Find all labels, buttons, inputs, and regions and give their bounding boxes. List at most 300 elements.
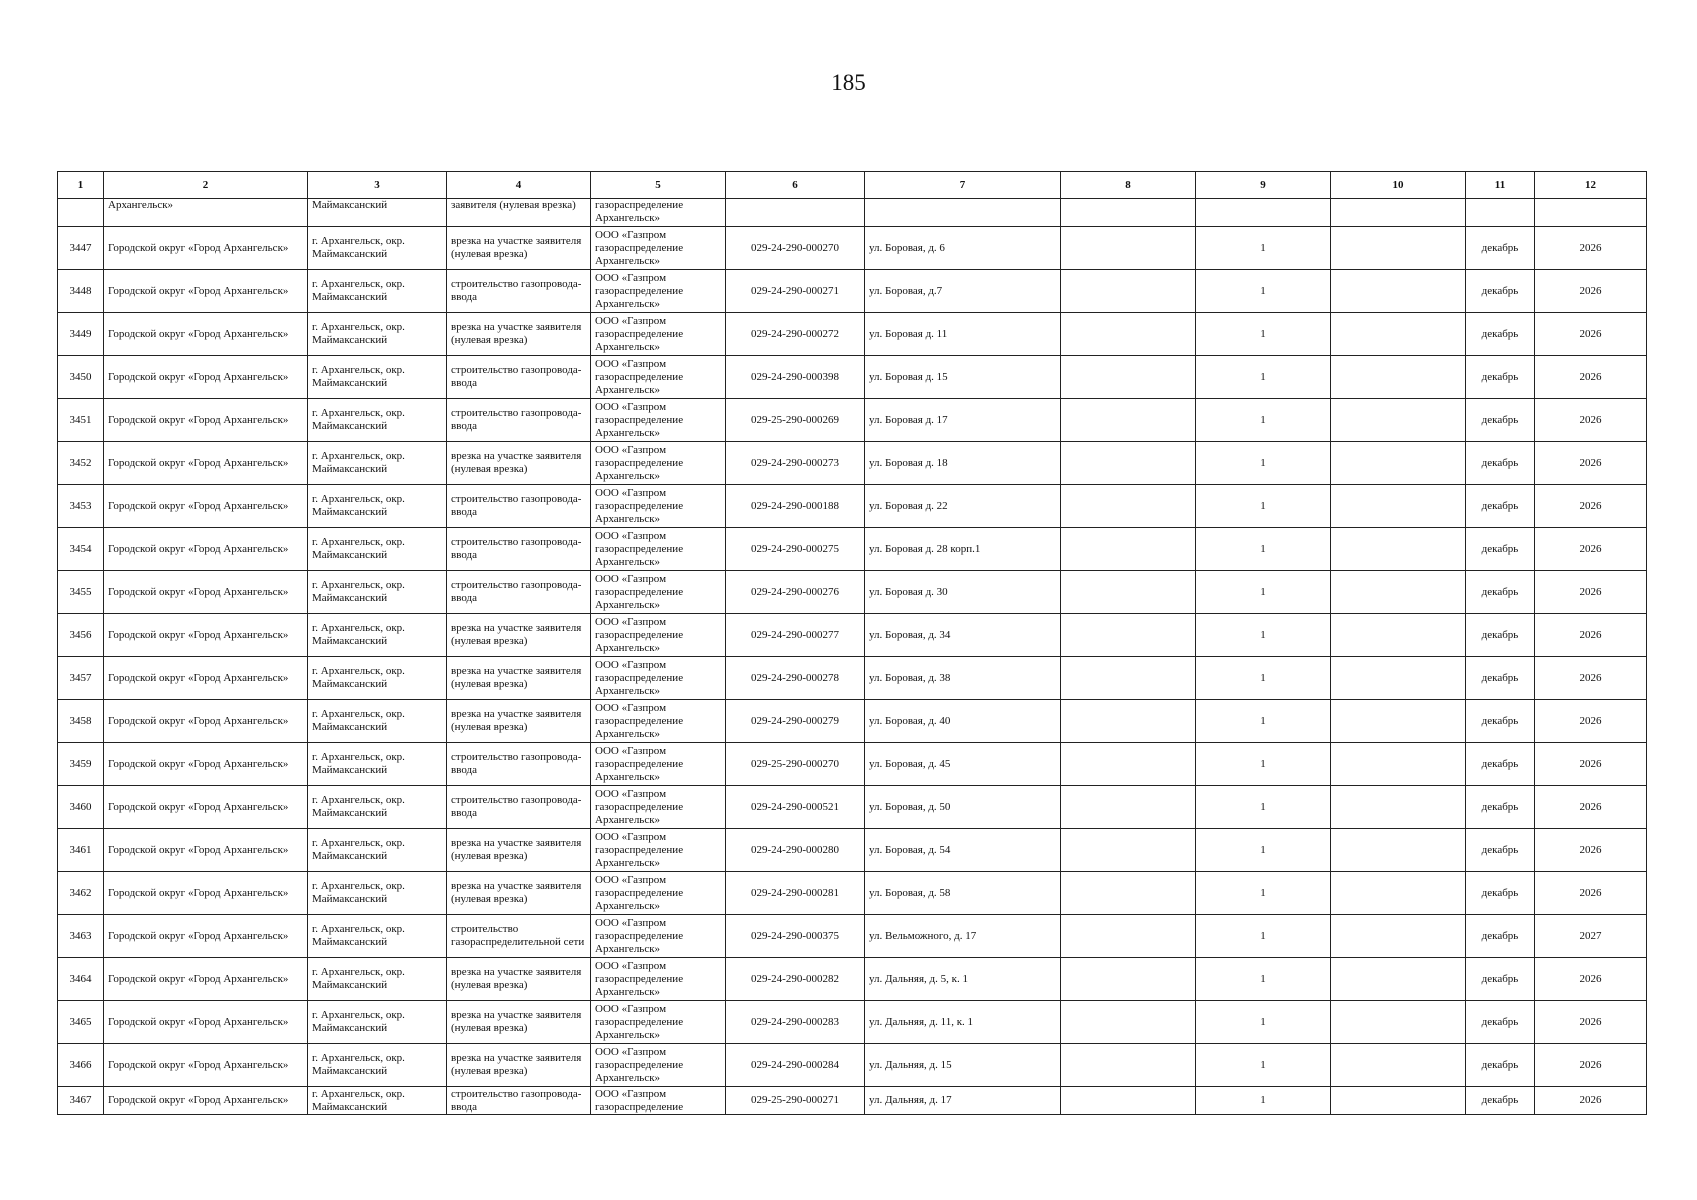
- cell-col-num: [58, 915, 104, 958]
- cell-col-c7: [865, 199, 1061, 227]
- cell-col-c6: [726, 270, 865, 313]
- cell-col-c4: [447, 700, 591, 743]
- cell-text: ООО «Газпром газораспределение Архангельск»: [595, 228, 684, 267]
- cell-col-c12: [1535, 1087, 1647, 1115]
- cell-col-c7: [865, 270, 1061, 313]
- cell-col-c8: [1061, 829, 1196, 872]
- cell-text: 1: [1260, 585, 1266, 598]
- table-row: [58, 485, 1647, 528]
- cell-text: Городской округ «Город Архангельск»: [108, 241, 289, 254]
- cell-col-c6: [726, 700, 865, 743]
- cell-text: декабрь: [1481, 327, 1519, 340]
- cell-col-c6: [726, 657, 865, 700]
- cell-text: строительство газопровода-ввода: [451, 493, 582, 518]
- cell-col-c3: [308, 399, 447, 442]
- cell-col-c4: [447, 657, 591, 700]
- cell-col-c2: [104, 442, 308, 485]
- cell-col-num: [58, 657, 104, 700]
- cell-col-c6: [726, 485, 865, 528]
- cell-text: г. Архангельск, окр. Маймаксанский: [312, 235, 405, 260]
- cell-text: декабрь: [1481, 413, 1519, 426]
- cell-text: ул. Боровая, д. 54: [869, 843, 951, 856]
- cell-text: ул. Дальняя, д. 11, к. 1: [869, 1015, 974, 1028]
- cell-text: 2026: [1579, 800, 1602, 813]
- cell-col-c9: [1196, 442, 1331, 485]
- cell-col-c3: [308, 829, 447, 872]
- cell-col-c2: [104, 399, 308, 442]
- table-row: [58, 958, 1647, 1001]
- cell-col-c7: [865, 1001, 1061, 1044]
- cell-text: Маймаксанский: [312, 199, 388, 211]
- cell-col-c4: [447, 356, 591, 399]
- cell-text: ООО «Газпром газораспределение Архангельск»: [595, 873, 684, 912]
- page-number: 185: [831, 70, 866, 95]
- cell-col-num: [58, 528, 104, 571]
- cell-col-num: [58, 700, 104, 743]
- cell-text: 1: [1260, 886, 1266, 899]
- cell-text: 2026: [1579, 585, 1602, 598]
- table-row: [58, 528, 1647, 571]
- cell-col-c8: [1061, 872, 1196, 915]
- cell-text: г. Архангельск, окр. Маймаксанский: [312, 579, 405, 604]
- cell-col-c5: [591, 958, 726, 1001]
- cell-text: ул. Дальняя, д. 17: [869, 1094, 952, 1106]
- cell-text: 2026: [1579, 628, 1602, 641]
- cell-text: г. Архангельск, окр. Маймаксанский: [312, 278, 405, 303]
- cell-text: врезка на участке заявителя (нулевая врезка): [451, 321, 582, 346]
- cell-col-c11: [1466, 614, 1535, 657]
- cell-text: строительство газораспределительной сети: [451, 923, 585, 948]
- cell-col-c5: [591, 356, 726, 399]
- cell-col-c2: [104, 270, 308, 313]
- table-row: [58, 1044, 1647, 1087]
- cell-col-c4: [447, 743, 591, 786]
- table-header: [58, 172, 1647, 199]
- cell-text: 3459: [69, 757, 92, 770]
- cell-text: 029-25-290-000270: [751, 757, 839, 770]
- table-row: [58, 356, 1647, 399]
- cell-col-c10: [1331, 872, 1466, 915]
- cell-text: г. Архангельск, окр. Маймаксанский: [312, 923, 405, 948]
- cell-col-c3: [308, 1044, 447, 1087]
- cell-col-c11: [1466, 1044, 1535, 1087]
- cell-col-c9: [1196, 485, 1331, 528]
- cell-text: 1: [1260, 1094, 1266, 1106]
- cell-text: врезка на участке заявителя (нулевая врезка): [451, 665, 582, 690]
- cell-col-c11: [1466, 442, 1535, 485]
- cell-text: строительство газопровода-ввода: [451, 794, 582, 819]
- cell-text: 2026: [1579, 327, 1602, 340]
- cell-col-c7: [865, 700, 1061, 743]
- cell-col-c4: [447, 1001, 591, 1044]
- cell-col-c8: [1061, 485, 1196, 528]
- cell-text: г. Архангельск, окр. Маймаксанский: [312, 536, 405, 561]
- cell-text: строительство газопровода-ввода: [451, 536, 582, 561]
- cell-col-c10: [1331, 700, 1466, 743]
- column-header-12: 12: [1535, 172, 1647, 199]
- cell-text: декабрь: [1481, 370, 1519, 383]
- cell-text: ООО «Газпром газораспределение Архангельск»: [595, 271, 684, 310]
- cell-text: ООО «Газпром газораспределение Архангельск»: [595, 357, 684, 396]
- table-row: [58, 743, 1647, 786]
- cell-col-c7: [865, 1087, 1061, 1115]
- cell-text: 1: [1260, 1058, 1266, 1071]
- cell-col-c12: [1535, 614, 1647, 657]
- cell-text: г. Архангельск, окр. Маймаксанский: [312, 751, 405, 776]
- cell-text: ООО «Газпром газораспределение Архангельск»: [595, 787, 684, 826]
- cell-text: Городской округ «Город Архангельск»: [108, 843, 289, 856]
- cell-col-c10: [1331, 829, 1466, 872]
- cell-text: Городской округ «Город Архангельск»: [108, 456, 289, 469]
- cell-col-num: [58, 227, 104, 270]
- cell-text: 029-24-290-000188: [751, 499, 839, 512]
- cell-text: Городской округ «Город Архангельск»: [108, 1094, 289, 1106]
- cell-text: Городской округ «Город Архангельск»: [108, 327, 289, 340]
- cell-col-c9: [1196, 270, 1331, 313]
- cell-col-c6: [726, 356, 865, 399]
- cell-col-c5: [591, 657, 726, 700]
- cell-col-c8: [1061, 614, 1196, 657]
- cell-col-c6: [726, 915, 865, 958]
- cell-col-c11: [1466, 485, 1535, 528]
- cell-col-c11: [1466, 743, 1535, 786]
- cell-col-c7: [865, 1044, 1061, 1087]
- cell-col-c10: [1331, 356, 1466, 399]
- cell-text: г. Архангельск, окр. Маймаксанский: [312, 622, 405, 647]
- cell-col-c12: [1535, 227, 1647, 270]
- cell-text: г. Архангельск, окр. Маймаксанский: [312, 966, 405, 991]
- cell-text: врезка на участке заявителя (нулевая врезка): [451, 708, 582, 733]
- cell-text: Городской округ «Город Архангельск»: [108, 886, 289, 899]
- cell-text: 3447: [69, 241, 92, 254]
- cell-text: ул. Вельможного, д. 17: [869, 929, 977, 942]
- cell-text: Городской округ «Город Архангельск»: [108, 542, 289, 555]
- cell-col-num: [58, 614, 104, 657]
- cell-col-c4: [447, 1087, 591, 1115]
- cell-text: 2026: [1579, 714, 1602, 727]
- cell-col-c7: [865, 743, 1061, 786]
- cell-text: 029-24-290-000280: [751, 843, 839, 856]
- cell-col-c10: [1331, 915, 1466, 958]
- table-row: [58, 829, 1647, 872]
- cell-col-c5: [591, 829, 726, 872]
- table-row: [58, 700, 1647, 743]
- cell-text: 029-24-290-000375: [751, 929, 839, 942]
- cell-col-c8: [1061, 958, 1196, 1001]
- cell-text: декабрь: [1481, 1015, 1519, 1028]
- cell-text: ООО «Газпром газораспределение Архангельск»: [595, 1002, 684, 1041]
- cell-col-c11: [1466, 915, 1535, 958]
- cell-text: г. Архангельск, окр. Маймаксанский: [312, 321, 405, 346]
- cell-col-c10: [1331, 399, 1466, 442]
- cell-col-c9: [1196, 356, 1331, 399]
- cell-col-c10: [1331, 485, 1466, 528]
- cell-col-c3: [308, 958, 447, 1001]
- cell-col-c9: [1196, 528, 1331, 571]
- cell-text: 3466: [69, 1058, 92, 1071]
- cell-text: декабрь: [1481, 241, 1519, 254]
- cell-col-c5: [591, 614, 726, 657]
- cell-text: 1: [1260, 972, 1266, 985]
- cell-col-c6: [726, 743, 865, 786]
- cell-text: строительство газопровода-ввода: [451, 751, 582, 776]
- cell-col-c6: [726, 399, 865, 442]
- cell-text: 029-24-290-000272: [751, 327, 839, 340]
- cell-text: Городской округ «Город Архангельск»: [108, 714, 289, 727]
- cell-text: врезка на участке заявителя (нулевая врезка): [451, 837, 582, 862]
- cell-text: г. Архангельск, окр. Маймаксанский: [312, 708, 405, 733]
- cell-col-c12: [1535, 915, 1647, 958]
- cell-col-c5: [591, 270, 726, 313]
- cell-text: 3456: [69, 628, 92, 641]
- cell-text: ул. Боровая д. 30: [869, 585, 948, 598]
- cell-col-c11: [1466, 829, 1535, 872]
- cell-col-c6: [726, 958, 865, 1001]
- cell-text: г. Архангельск, окр. Маймаксанский: [312, 837, 405, 862]
- cell-text: г. Архангельск, окр. Маймаксанский: [312, 364, 405, 389]
- cell-col-c12: [1535, 786, 1647, 829]
- cell-col-c6: [726, 528, 865, 571]
- cell-col-c3: [308, 1087, 447, 1115]
- cell-col-c9: [1196, 657, 1331, 700]
- cell-col-c4: [447, 528, 591, 571]
- cell-col-c10: [1331, 313, 1466, 356]
- cell-col-c3: [308, 657, 447, 700]
- cell-text: строительство газопровода-ввода: [451, 1087, 582, 1113]
- cell-col-c6: [726, 1044, 865, 1087]
- cell-col-c7: [865, 528, 1061, 571]
- cell-text: ООО «Газпром газораспределение Архангельск»: [595, 916, 684, 955]
- cell-text: 029-24-290-000283: [751, 1015, 839, 1028]
- cell-col-num: [58, 958, 104, 1001]
- cell-text: 3457: [69, 671, 92, 684]
- cell-col-c11: [1466, 399, 1535, 442]
- cell-text: декабрь: [1481, 972, 1519, 985]
- cell-col-c12: [1535, 743, 1647, 786]
- cell-col-c2: [104, 915, 308, 958]
- cell-text: врезка на участке заявителя (нулевая врезка): [451, 622, 582, 647]
- cell-col-c12: [1535, 485, 1647, 528]
- cell-text: 1: [1260, 843, 1266, 856]
- cell-col-c7: [865, 958, 1061, 1001]
- cell-text: 029-24-290-000271: [751, 284, 839, 297]
- cell-col-c8: [1061, 700, 1196, 743]
- cell-text: ул. Боровая, д. 58: [869, 886, 951, 899]
- cell-col-c9: [1196, 743, 1331, 786]
- cell-text: г. Архангельск, окр. Маймаксанский: [312, 1009, 405, 1034]
- cell-text: 3458: [69, 714, 92, 727]
- cell-col-c4: [447, 1044, 591, 1087]
- cell-col-c4: [447, 199, 591, 227]
- cell-col-c2: [104, 1001, 308, 1044]
- cell-text: строительство газопровода-ввода: [451, 579, 582, 604]
- cell-col-num: [58, 786, 104, 829]
- cell-col-c9: [1196, 571, 1331, 614]
- column-header-1: 1: [58, 172, 104, 199]
- cell-text: 2026: [1579, 456, 1602, 469]
- cell-text: г. Архангельск, окр. Маймаксанский: [312, 493, 405, 518]
- cell-col-num: [58, 199, 104, 227]
- cell-text: г. Архангельск, окр. Маймаксанский: [312, 450, 405, 475]
- cell-text: 029-24-290-000278: [751, 671, 839, 684]
- cell-col-c5: [591, 571, 726, 614]
- cell-col-c10: [1331, 1001, 1466, 1044]
- table-row: [58, 872, 1647, 915]
- column-header-9: 9: [1196, 172, 1331, 199]
- cell-text: Городской округ «Город Архангельск»: [108, 370, 289, 383]
- cell-text: 3453: [69, 499, 92, 512]
- cell-col-c11: [1466, 657, 1535, 700]
- cell-col-num: [58, 442, 104, 485]
- table-body: [58, 199, 1647, 1115]
- table-row: [58, 399, 1647, 442]
- table-row: [58, 1001, 1647, 1044]
- cell-col-c2: [104, 1087, 308, 1115]
- cell-col-c5: [591, 528, 726, 571]
- cell-col-c10: [1331, 786, 1466, 829]
- cell-text: г. Архангельск, окр. Маймаксанский: [312, 880, 405, 905]
- cell-text: декабрь: [1481, 671, 1519, 684]
- cell-text: Городской округ «Город Архангельск»: [108, 585, 289, 598]
- cell-text: ООО «Газпром газораспределение: [595, 1087, 684, 1113]
- cell-col-c3: [308, 442, 447, 485]
- cell-text: 2026: [1579, 843, 1602, 856]
- cell-text: 3448: [69, 284, 92, 297]
- cell-col-c10: [1331, 571, 1466, 614]
- cell-text: ООО «Газпром газораспределение Архангельск»: [595, 658, 684, 697]
- cell-col-c4: [447, 958, 591, 1001]
- cell-col-c8: [1061, 399, 1196, 442]
- cell-col-c3: [308, 199, 447, 227]
- cell-col-c5: [591, 743, 726, 786]
- cell-col-c12: [1535, 1001, 1647, 1044]
- cell-text: 1: [1260, 284, 1266, 297]
- cell-col-c11: [1466, 958, 1535, 1001]
- column-header-7: 7: [865, 172, 1061, 199]
- cell-col-c5: [591, 1044, 726, 1087]
- cell-col-c5: [591, 442, 726, 485]
- cell-col-c3: [308, 571, 447, 614]
- cell-text: 2026: [1579, 1015, 1602, 1028]
- cell-col-c9: [1196, 700, 1331, 743]
- table-row: [58, 786, 1647, 829]
- cell-col-c8: [1061, 356, 1196, 399]
- cell-col-c10: [1331, 958, 1466, 1001]
- cell-col-c9: [1196, 614, 1331, 657]
- cell-text: декабрь: [1481, 1058, 1519, 1071]
- cell-text: 1: [1260, 800, 1266, 813]
- cell-text: 1: [1260, 456, 1266, 469]
- cell-col-c10: [1331, 743, 1466, 786]
- cell-col-c11: [1466, 313, 1535, 356]
- cell-col-c7: [865, 915, 1061, 958]
- cell-text: г. Архангельск, окр. Маймаксанский: [312, 665, 405, 690]
- cell-col-c7: [865, 786, 1061, 829]
- cell-text: 3463: [69, 929, 92, 942]
- cell-col-c12: [1535, 1044, 1647, 1087]
- cell-col-c11: [1466, 1087, 1535, 1115]
- cell-col-c4: [447, 786, 591, 829]
- column-header-6: 6: [726, 172, 865, 199]
- cell-text: ул. Боровая д. 15: [869, 370, 948, 383]
- table-row: [58, 1087, 1647, 1115]
- cell-text: врезка на участке заявителя (нулевая врезка): [451, 880, 582, 905]
- cell-col-c12: [1535, 270, 1647, 313]
- cell-text: ООО «Газпром газораспределение Архангельск»: [595, 744, 684, 783]
- cell-text: врезка на участке заявителя (нулевая врезка): [451, 235, 582, 260]
- cell-text: 1: [1260, 327, 1266, 340]
- cell-text: 2026: [1579, 1094, 1602, 1106]
- cell-col-c4: [447, 270, 591, 313]
- cell-text: Городской округ «Город Архангельск»: [108, 972, 289, 985]
- cell-col-c6: [726, 829, 865, 872]
- cell-text: Городской округ «Город Архангельск»: [108, 499, 289, 512]
- cell-col-c10: [1331, 1087, 1466, 1115]
- cell-col-c2: [104, 571, 308, 614]
- cell-text: Городской округ «Город Архангельск»: [108, 628, 289, 641]
- cell-col-c7: [865, 399, 1061, 442]
- cell-text: г. Архангельск, окр. Маймаксанский: [312, 407, 405, 432]
- cell-text: 2027: [1579, 929, 1602, 942]
- cell-col-c5: [591, 1001, 726, 1044]
- cell-text: декабрь: [1481, 1094, 1519, 1106]
- cell-text: 029-24-290-000277: [751, 628, 839, 641]
- cell-text: 1: [1260, 628, 1266, 641]
- cell-col-c8: [1061, 915, 1196, 958]
- cell-col-c3: [308, 270, 447, 313]
- cell-col-c12: [1535, 958, 1647, 1001]
- cell-text: 2026: [1579, 370, 1602, 383]
- cell-text: Городской округ «Город Архангельск»: [108, 1058, 289, 1071]
- cell-col-c5: [591, 786, 726, 829]
- cell-col-c9: [1196, 1044, 1331, 1087]
- cell-text: 029-24-290-000282: [751, 972, 839, 985]
- cell-col-c8: [1061, 199, 1196, 227]
- cell-col-c6: [726, 199, 865, 227]
- cell-col-c8: [1061, 657, 1196, 700]
- cell-col-c10: [1331, 270, 1466, 313]
- column-header-8: 8: [1061, 172, 1196, 199]
- cell-col-c2: [104, 872, 308, 915]
- cell-col-c8: [1061, 528, 1196, 571]
- cell-col-c8: [1061, 1044, 1196, 1087]
- cell-col-num: [58, 1044, 104, 1087]
- cell-col-c8: [1061, 313, 1196, 356]
- cell-text: ул. Боровая, д. 40: [869, 714, 951, 727]
- cell-col-c5: [591, 872, 726, 915]
- cell-col-c4: [447, 227, 591, 270]
- cell-text: 1: [1260, 413, 1266, 426]
- cell-col-c11: [1466, 528, 1535, 571]
- table-row: [58, 313, 1647, 356]
- cell-col-c5: [591, 313, 726, 356]
- cell-text: строительство газопровода-ввода: [451, 364, 582, 389]
- cell-col-c10: [1331, 1044, 1466, 1087]
- cell-col-c4: [447, 399, 591, 442]
- cell-col-c12: [1535, 356, 1647, 399]
- table-row: [58, 571, 1647, 614]
- cell-text: 029-24-290-000521: [751, 800, 839, 813]
- cell-col-c5: [591, 485, 726, 528]
- cell-col-c9: [1196, 399, 1331, 442]
- cell-col-c2: [104, 743, 308, 786]
- cell-col-num: [58, 872, 104, 915]
- registry-table: [57, 171, 1647, 1115]
- cell-col-num: [58, 399, 104, 442]
- cell-col-c3: [308, 356, 447, 399]
- cell-text: 2026: [1579, 671, 1602, 684]
- cell-col-c4: [447, 313, 591, 356]
